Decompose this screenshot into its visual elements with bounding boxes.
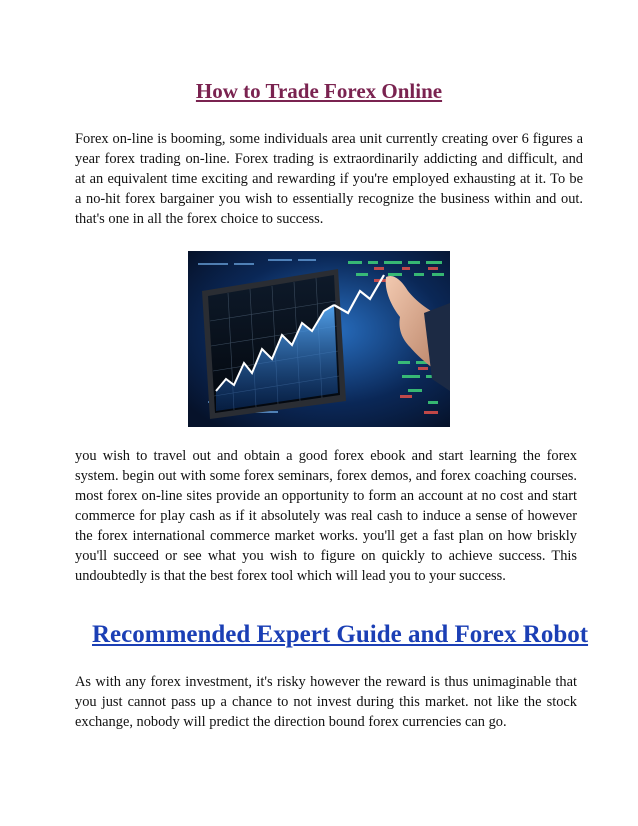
tablet-chart-hand-image [188,251,450,427]
closing-paragraph: As with any forex investment, it's risky however the reward is thus unimaginable that you just cannot pass up a chance to not invest during this market. not like the stock exchange, nobody will predict the direction bound forex currencies can go. [75,674,577,730]
forex-illustration [188,251,450,427]
section-heading-link[interactable]: Recommended Expert Guide and Forex Robot [92,621,589,648]
intro-paragraph: Forex on-line is booming, some individuals area unit currently creating over 6 figures a year forex trading on-line. Forex trading is extraordinarily addicting and difficult, and at an equivalent time exciting and rewarding if you're employed exhausting at it. To be a no-hit forex bargainer you wish to essentially recognize the business within and out. that's one in all the forex choice to success. [75,131,583,227]
body-paragraph: you wish to travel out and obtain a good forex ebook and start learning the forex system. begin out with some forex seminars, forex demos, and forex coaching courses. most forex on-line sites provide an opportunity to form an account at no cost and start commerce for play cash as if it absolutely was real cash to induce a sense of however the forex international commerce market works. you'll get a fast plan on how briskly you'll succeed or see what you wish to figure on quickly to achieve success. This undoubtedly is that the best forex tool which will lead you to your success. [75,448,577,584]
page-title: How to Trade Forex Online [195,79,443,103]
